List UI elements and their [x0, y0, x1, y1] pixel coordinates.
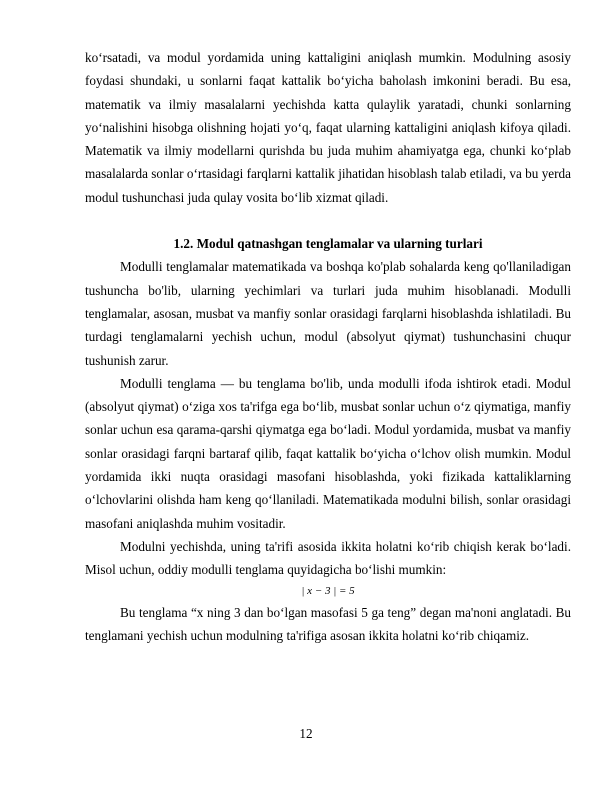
equation: | x − 3 | = 5: [301, 584, 355, 597]
section-heading: 1.2. Modul qatnashgan tenglamalar va ularning turlari: [173, 236, 483, 252]
document-page: [85, 46, 571, 647]
paragraph-meaning: Bu tenglama “x ning 3 dan bo‘lgan masofasi 5 ga teng” degan ma'noni anglatadi. Bu tenglamani yechish uchun modulning ta'rifiga asosan ikkita holatni ko‘rib chiqamiz.: [85, 604, 571, 643]
paragraph-definition: Modulli tenglama — bu tenglama bo'lib, unda modulli ifoda ishtirok etadi. Modul (absolyut qiymat) o‘ziga xos ta'rifga ega bo‘lib, musbat sonlar uchun o‘z qiymatiga, manfiy sonlar uchun esa qarama-qarshi qiymatga ega bo‘ladi. Modul yordamida, musbat va manfiy sonlar orasidagi farqni bartaraf qilib, faqat kattalik bo‘yicha o‘lchov olish mumkin. Modul yordamida ikki nuqta orasidagi masofani hisoblashda, yoki fizikada kattaliklarning o‘lchovlarini olishda ham keng qo‘llaniladi. Matematikada modulni bilish, sonlar orasidagi masofani aniqlashda muhim vositadir.: [85, 375, 571, 531]
page-number: 12: [299, 726, 313, 741]
paragraph-modulli-tenglamalar: Modulli tenglamalar matematikada va boshqa ko'plab sohalarda keng qo'llaniladigan tushuncha bo'lib, ularning yechimlari va turlari juda muhim hisoblanadi. Modulli tenglamalar, asosan, musbat va manfiy sonlar orasidagi farqlarni hisoblashda ishlatiladi. Bu turdagi tenglamalarni yechish uchun, modul (absolyut qiymat) tushunchasini chuqur tushunish zarur.: [85, 259, 571, 368]
paragraph-solving: Modulni yechishda, uning ta'rifi asosida ikkita holatni ko‘rib chiqish kerak bo‘ladi. Misol uchun, oddiy modulli tenglama quyidagicha bo‘lishi mumkin:: [85, 538, 571, 578]
paragraph-intro: ko‘rsatadi, va modul yordamida uning kattaligini aniqlash mumkin. Modulning asosiy foydasi shundaki, u sonlarni faqat kattalik bo‘yicha baholash imkonini beradi. Bu esa, matematik va ilmiy masalalarni yechishda katta qulaylik yaratadi, chunki sonlarning yo‘nalishini hisobga olishning hojati yo‘q, faqat ularning kattaligini aniqlash kifoya qiladi. Matematik va ilmiy modellarni qurishda bu juda muhim ahamiyatga ega, chunki ko‘plab masalalarda sonlar o‘rtasidagi farqlarni kattalik jihatidan hisoblash talab etiladi, va bu yerda modul tushunchasi juda qulay vosita bo‘lib xizmat qiladi.: [85, 50, 571, 205]
